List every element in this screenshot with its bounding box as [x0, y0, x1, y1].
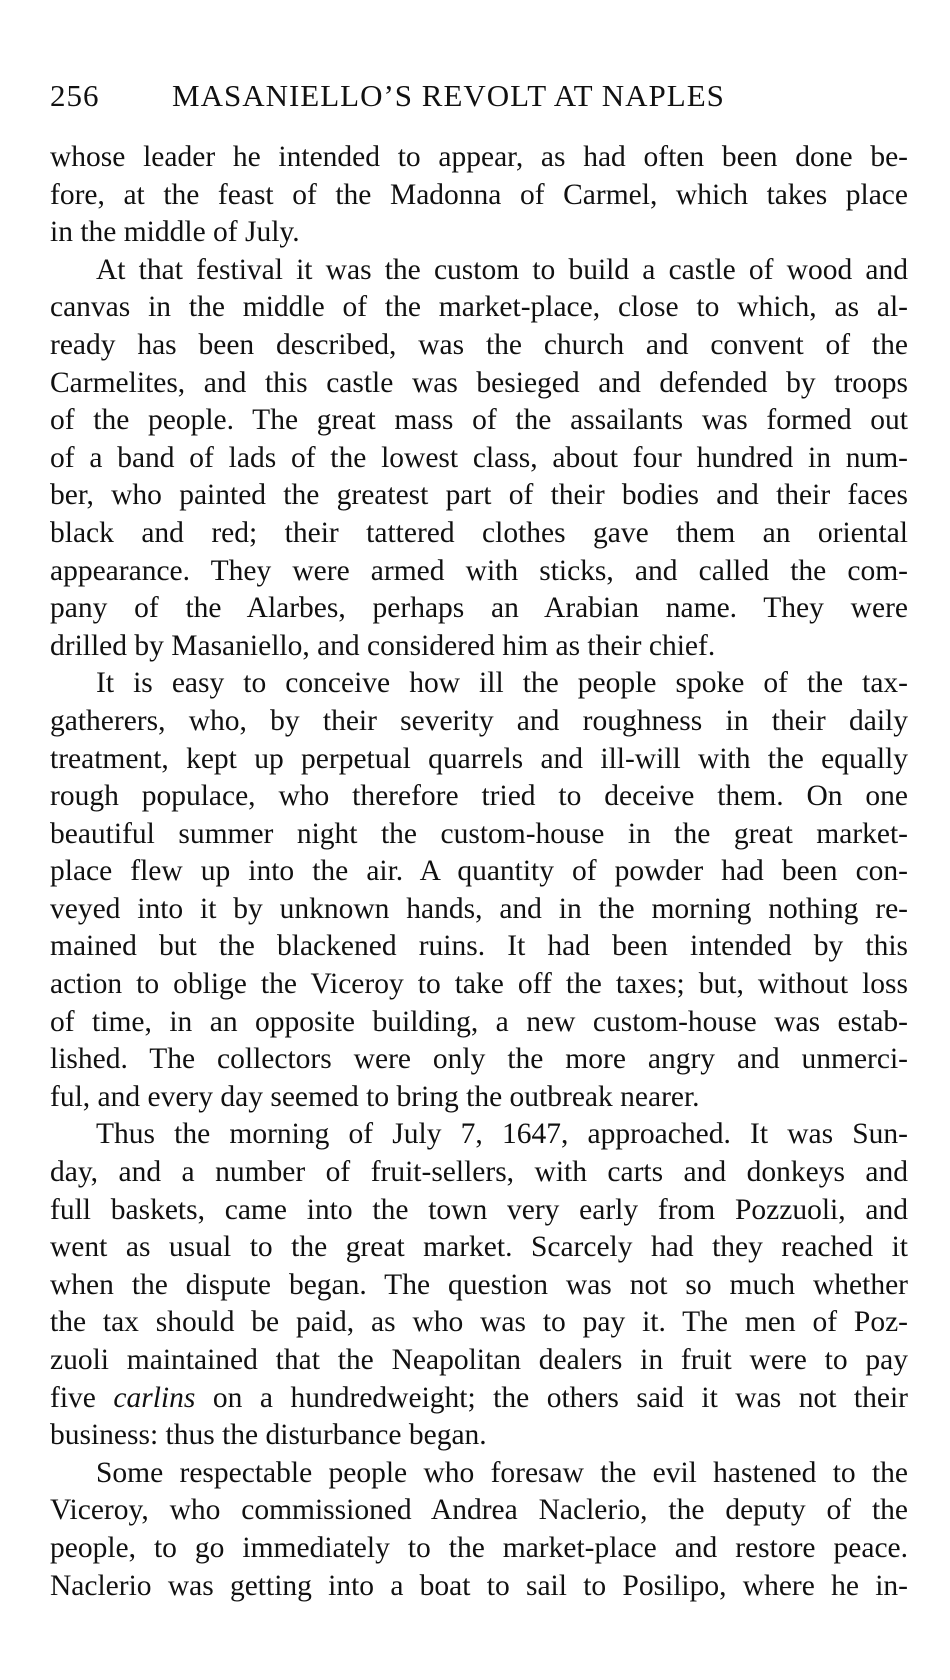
text-line: zuoli maintained that the Neapolitan dealers in fruit were to pay [50, 1344, 908, 1376]
text-line: action to oblige the Viceroy to take off the taxes; but, without loss [50, 968, 908, 1001]
text-line: pany of the Alarbes, perhaps an Arabian name. They were [50, 592, 908, 625]
text-line: Carmelites, and this castle was besieged and defended by troops [50, 366, 908, 399]
body-text [50, 139, 908, 1605]
paragraph-5 [50, 1455, 908, 1605]
text-line: the tax should be paid, as who was to pay it. The men of Poz- [50, 1306, 908, 1339]
paragraph-4 [50, 1116, 908, 1454]
text-line: whose leader he intended to appear, as had often been done be- [50, 141, 908, 173]
text-line: ready has been described, was the church and convent of the [50, 328, 908, 361]
text-line: day, and a number of fruit-sellers, with carts and donkeys and [50, 1156, 908, 1189]
text-line: of a band of lads of the lowest class, about four hundred in num- [50, 441, 908, 474]
text-line: of the people. The great mass of the assailants was formed out [50, 404, 908, 437]
text-line: At that festival it was the custom to build a castle of wood and [96, 253, 908, 286]
text-line: of time, in an opposite building, a new custom-house was estab- [50, 1005, 908, 1038]
text-line: appearance. They were armed with sticks, and called the com- [50, 554, 908, 587]
running-title: MASANIELLO’S REVOLT AT NAPLES [172, 78, 725, 113]
text-line: ful, and every day seemed to bring the outbreak nearer. [50, 1080, 700, 1113]
text-line: ber, who painted the greatest part of their bodies and their faces [50, 479, 908, 512]
text-line: place flew up into the air. A quantity of powder had been con- [50, 855, 908, 888]
page-header [50, 74, 850, 118]
text-line: full baskets, came into the town very early from Pozzuoli, and [50, 1193, 908, 1226]
text-line: gatherers, who, by their severity and roughness in their daily [50, 704, 908, 737]
text-line: Naclerio was getting into a boat to sail to Posilipo, where he in- [50, 1569, 908, 1602]
text-line: black and red; their tattered clothes gave them an oriental [50, 516, 908, 549]
text-line: rough populace, who therefore tried to deceive them. On one [50, 780, 908, 813]
text-line: veyed into it by unknown hands, and in the morning nothing re- [50, 892, 908, 925]
text-line: It is easy to conceive how ill the people spoke of the tax- [96, 667, 908, 700]
text-line: lished. The collectors were only the more angry and unmerci- [50, 1043, 908, 1076]
text-line: Some respectable people who foresaw the evil hastened to the [96, 1456, 908, 1489]
text-line: mained but the blackened ruins. It had been intended by this [50, 930, 908, 963]
paragraph-3 [50, 665, 908, 1116]
text-line: beautiful summer night the custom-house in the great market- [50, 817, 908, 850]
paragraph-1 [50, 139, 908, 252]
text-line: drilled by Masaniello, and considered him as their chief. [50, 629, 716, 662]
text-line: five carlins on a hundredweight; the others said it was not their [50, 1381, 908, 1414]
text-line: treatment, kept up perpetual quarrels and ill-will with the equally [50, 742, 908, 775]
text-line: Viceroy, who commissioned Andrea Naclerio, the deputy of the [50, 1494, 908, 1527]
text-line: in the middle of July. [50, 216, 300, 249]
text-line: Thus the morning of July 7, 1647, approached. It was Sun- [96, 1118, 908, 1151]
page-number: 256 [50, 78, 100, 113]
text-line: fore, at the feast of the Madonna of Carmel, which takes place [50, 178, 908, 211]
text-line: people, to go immediately to the market-place and restore peace. [50, 1531, 908, 1564]
italic-word: carlins [113, 1381, 196, 1414]
text-line: went as usual to the great market. Scarcely had they reached it [50, 1231, 908, 1264]
text-line: canvas in the middle of the market-place, close to which, as al- [50, 291, 908, 324]
text-line: when the dispute began. The question was not so much whether [50, 1268, 908, 1301]
paragraph-2 [50, 252, 908, 666]
text-line: business: thus the disturbance began. [50, 1419, 487, 1452]
